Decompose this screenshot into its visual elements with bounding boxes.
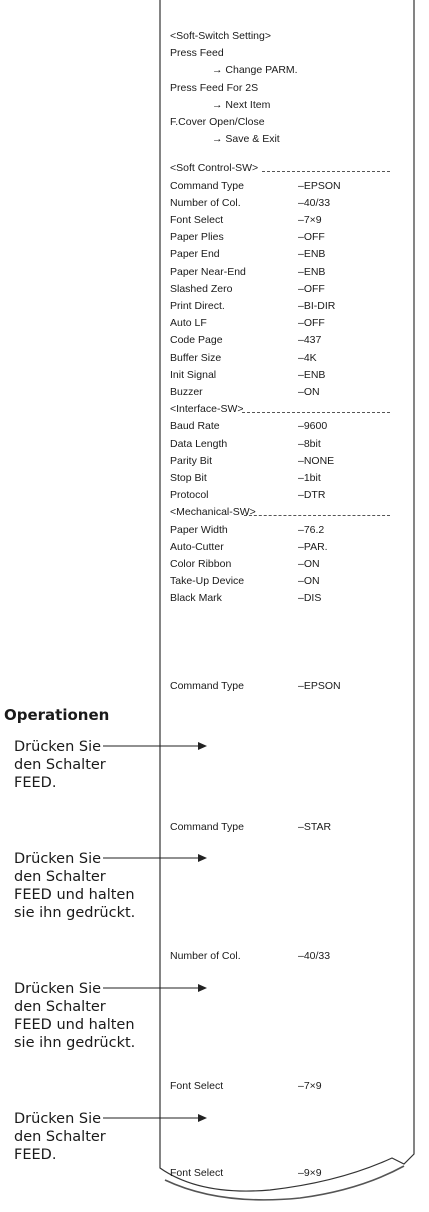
result-value: –EPSON: [298, 680, 341, 692]
section-title-interface: <Interface-SW>: [170, 403, 244, 416]
setting-value: –4K: [298, 351, 317, 364]
setting-label: Black Mark: [170, 592, 222, 605]
section-title-soft-control: <Soft Control-SW>: [170, 162, 259, 175]
setting-value: –EPSON: [298, 179, 341, 192]
setting-label: Baud Rate: [170, 420, 220, 433]
result-label: Command Type: [170, 680, 244, 692]
header-line: F.Cover Open/Close: [170, 116, 265, 128]
setting-value: –40/33: [298, 196, 331, 209]
section-title-mechanical: <Mechanical-SW>: [170, 506, 256, 519]
dashed-separator: [262, 171, 390, 172]
result-label: Command Type: [170, 821, 244, 833]
setting-label: Auto-Cutter: [170, 540, 224, 553]
setting-label: Data Length: [170, 437, 228, 450]
result-label: Font Select: [170, 1167, 224, 1179]
operation-step: [14, 980, 135, 1052]
dashed-separator: [242, 412, 390, 413]
setting-label: Take-Up Device: [170, 575, 245, 588]
header-line: → Next Item: [212, 98, 271, 111]
operation-step: [14, 1110, 106, 1164]
setting-value: –DTR: [298, 489, 326, 502]
header-line: <Soft-Switch Setting>: [170, 30, 271, 42]
setting-label: Slashed Zero: [170, 282, 233, 295]
operation-step-line: FEED.: [14, 775, 57, 791]
setting-value: –9600: [298, 420, 328, 433]
operation-step-line: Drücken Sie: [14, 981, 102, 997]
setting-value: –OFF: [298, 231, 325, 244]
setting-value: –ON: [298, 558, 320, 570]
operation-step-line: den Schalter: [14, 757, 106, 773]
setting-label: Paper Near-End: [170, 265, 246, 278]
setting-label: Font Select: [170, 214, 224, 226]
setting-value: –ENB: [298, 248, 326, 261]
setting-value: –BI-DIR: [298, 300, 336, 312]
setting-value: –76.2: [298, 523, 325, 536]
setting-value: –OFF: [298, 317, 325, 330]
setting-label: Paper End: [170, 248, 220, 261]
setting-value: –ON: [298, 386, 320, 398]
setting-value: –7×9: [298, 214, 322, 226]
setting-value: –8bit: [298, 437, 321, 450]
setting-value: –1bit: [298, 472, 321, 484]
setting-label: Number of Col.: [170, 196, 241, 209]
setting-label: Buffer Size: [170, 351, 222, 364]
setting-label: Stop Bit: [170, 472, 207, 484]
header-line: Press Feed: [170, 47, 224, 60]
setting-label: Code Page: [170, 334, 223, 347]
setting-label: Auto LF: [170, 317, 207, 330]
header-line: Press Feed For 2S: [170, 81, 259, 94]
operation-step: [14, 738, 106, 792]
dashed-separator: [244, 515, 390, 516]
operation-step-line: den Schalter: [14, 1129, 106, 1145]
setting-label: Protocol: [170, 489, 209, 502]
setting-value: –ON: [298, 575, 320, 588]
setting-value: –437: [298, 334, 322, 347]
setting-value: –OFF: [298, 282, 325, 295]
operation-step-line: sie ihn gedrückt.: [14, 1035, 136, 1051]
setting-value: –ENB: [298, 265, 326, 278]
header-line: → Change PARM.: [212, 64, 298, 77]
result-value: –40/33: [298, 950, 331, 962]
setting-label: Parity Bit: [170, 454, 213, 467]
operation-step-line: Drücken Sie: [14, 1111, 102, 1127]
setting-value: –DIS: [298, 592, 322, 605]
setting-value: –NONE: [298, 454, 335, 467]
receipt-printout: [158, 0, 424, 1212]
operation-step-line: Drücken Sie: [14, 851, 102, 867]
result-value: –7×9: [298, 1080, 322, 1092]
setting-label: Color Ribbon: [170, 558, 232, 570]
result-value: –STAR: [298, 821, 332, 833]
operation-step-line: FEED und halten: [14, 1017, 135, 1033]
setting-label: Print Direct.: [170, 300, 225, 312]
operation-step-line: Drücken Sie: [14, 739, 102, 755]
setting-value: –ENB: [298, 368, 326, 381]
setting-label: Command Type: [170, 179, 244, 192]
setting-label: Paper Width: [170, 523, 228, 536]
operations-title: Operationen: [4, 706, 110, 724]
operation-step-line: FEED und halten: [14, 887, 135, 903]
setting-label: Init Signal: [170, 368, 217, 381]
operation-step-line: FEED.: [14, 1147, 57, 1163]
operation-step-line: den Schalter: [14, 869, 106, 885]
setting-value: –PAR.: [298, 540, 328, 553]
setting-label: Paper Plies: [170, 231, 224, 244]
result-label: Number of Col.: [170, 950, 241, 962]
result-label: Font Select: [170, 1080, 224, 1092]
operation-step: [14, 850, 135, 922]
result-value: –9×9: [298, 1167, 322, 1179]
operation-step-line: sie ihn gedrückt.: [14, 905, 136, 921]
header-line: → Save & Exit: [212, 133, 280, 146]
setting-label: Buzzer: [170, 386, 203, 398]
operation-step-line: den Schalter: [14, 999, 106, 1015]
